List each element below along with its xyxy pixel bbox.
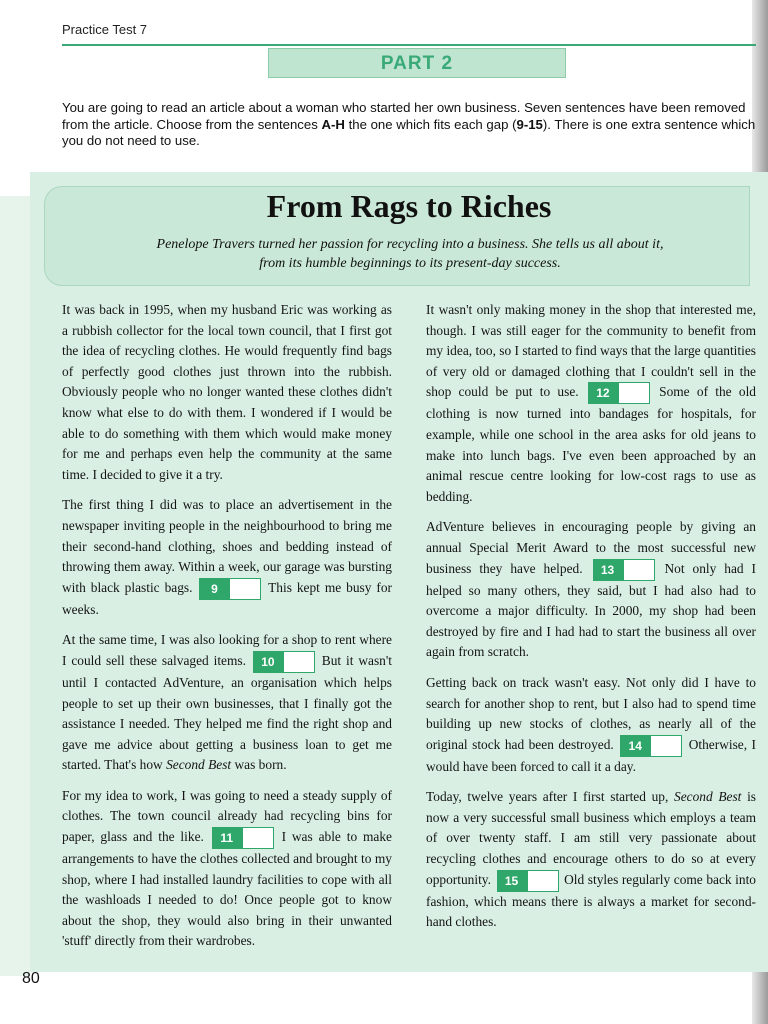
- gap-answer-box[interactable]: [242, 827, 274, 849]
- paragraph-text: Otherwise, I would have been forced to call it a day.: [426, 736, 756, 774]
- gap-number: 11: [212, 827, 242, 849]
- gap-answer-box[interactable]: [527, 870, 559, 892]
- paragraph-text: is now a very successful small business which employs a team of over twenty staff. I am still very passionate about recycling clothes and encourage others to do so at every opportunity.: [426, 789, 757, 887]
- gap-11[interactable]: [212, 827, 274, 849]
- paragraph-text: Not only had I helped so many others, they said, but I had also had to overcome a major difficulty. In 2000, my shop had been destroyed by fire and I had had to start the business all over again from scratch.: [426, 560, 756, 660]
- gap-answer-box[interactable]: [623, 559, 655, 581]
- page-number: 80: [22, 970, 40, 987]
- gap-number: 13: [593, 559, 623, 581]
- article-column-left: [62, 300, 392, 962]
- instructions-text: You are going to read an article about a woman who started her own business. Seven sentences have been removed from the article. Choose from the sentences: [62, 100, 746, 132]
- gap-answer-box[interactable]: [229, 578, 261, 600]
- paragraph-text: Today, twelve years after I first started up,: [426, 789, 675, 805]
- instructions-text: the one which fits each gap (: [344, 116, 517, 132]
- gap-12[interactable]: [588, 382, 650, 404]
- gap-number: 10: [253, 651, 283, 673]
- article-column-right: [426, 300, 756, 943]
- paragraph-text: The first thing I did was to place an advertisement in the newspaper inviting people in the neighbourhood to bring me their second-hand clothing, shoes and bedding instead of throwing them away. Within a week, our garage was bursting with black plastic bags.: [62, 497, 392, 595]
- part-banner: PART 2: [268, 48, 566, 78]
- paragraph-1: It was back in 1995, when my husband Eric was working as a rubbish collector for the local town council, that I first got the idea of recycling clothes. He would frequently find bags of perfectly good clothes just thrown into the rubbish. Obviously people who no longer wanted these clothes didn't know what else to do with them. I wondered if I would be able to do something with them which would make money for me and perhaps even help the community at the same time. I decided to give it a try.: [62, 302, 392, 482]
- gap-9[interactable]: [199, 578, 261, 600]
- article-subtitle: [110, 235, 710, 273]
- paragraph-5: [426, 300, 756, 507]
- paragraph-7: [426, 673, 756, 777]
- gap-answer-box[interactable]: [618, 382, 650, 404]
- gap-number: 9: [199, 578, 229, 600]
- paragraph-text: But it wasn't until I contacted AdVenture, an organisation which helps people to set up their own businesses, that I finally got the assistance I needed. They helped me find the right shop and gave me advice about getting a business loan to get me started. That's how: [62, 652, 392, 773]
- article-title: From Rags to Riches: [266, 188, 552, 224]
- paragraph-2: [62, 495, 392, 620]
- paragraph-6: [426, 517, 756, 663]
- paragraph-text: I was able to make arrangements to have the clothes collected and brought to my shop, where I had installed laundry facilities to cope with all the washloads I needed to do! Once people got to know about the shop, they would also bring in their unwanted 'stuff' directly from their wardrobes.: [62, 829, 392, 949]
- paragraph-text: Old styles regularly come back into fashion, which means there is always a market for second-hand clothes.: [426, 871, 756, 930]
- gap-number: 12: [588, 382, 618, 404]
- gap-answer-box[interactable]: [650, 735, 682, 757]
- gap-14[interactable]: [620, 735, 682, 757]
- subtitle-line: from its humble beginnings to its present-day success.: [259, 256, 561, 271]
- subtitle-line: Penelope Travers turned her passion for recycling into a business. She tells us all about it,: [156, 237, 664, 252]
- paragraph-8: [426, 787, 756, 933]
- mint-side-strip: [0, 196, 30, 976]
- paragraph-text: For my idea to work, I was going to need a steady supply of clothes. The town council already had recycling bins for paper, glass and the like.: [62, 787, 392, 845]
- gap-15[interactable]: [497, 870, 559, 892]
- paragraph-text: It wasn't only making money in the shop that interested me, though. I was still eager for the community to benefit from my idea, too, so I started to find ways that the large quantities of very old or damaged clothing that I couldn't sell in the shop could be put to use.: [426, 302, 756, 400]
- gap-number: 15: [497, 870, 527, 892]
- paragraph-text: Getting back on track wasn't easy. Not only did I have to search for another shop to rent, but I also had to spend time building up new stocks of clothes, as nearly all of the original stock had been destroyed.: [426, 674, 756, 752]
- paragraph-text: was born.: [231, 757, 287, 773]
- shop-name: Second Best: [674, 789, 742, 805]
- gap-10[interactable]: [253, 651, 315, 673]
- paragraph-text: Some of the old clothing is now turned into bandages for hospitals, for example, while one school in the area asks for old jeans to make into lunch bags. I've even been approached by an animal rescue centre looking for low-cost rags to use as bedding.: [426, 384, 756, 504]
- gap-13[interactable]: [593, 559, 655, 581]
- gap-number: 14: [620, 735, 650, 757]
- instructions-bold-range: A-H: [321, 116, 345, 132]
- test-label: Practice Test 7: [62, 22, 148, 37]
- shop-name: Second Best: [166, 757, 232, 773]
- gap-answer-box[interactable]: [283, 651, 315, 673]
- instructions: [62, 100, 756, 150]
- header-rule: [62, 44, 756, 46]
- paragraph-text: AdVenture believes in encouraging people by giving an annual Special Merit Award to the most successful new business they have helped.: [426, 519, 756, 576]
- paragraph-text: This kept me busy for weeks.: [62, 579, 392, 617]
- paragraph-4: [62, 786, 392, 952]
- paragraph-text: At the same time, I was also looking for a shop to rent where I could sell these salvaged items.: [62, 632, 392, 668]
- instructions-bold-gaps: 9-15: [516, 116, 543, 132]
- paragraph-3: [62, 630, 392, 776]
- instructions-text: ). There is one extra sentence which you do not need to use.: [62, 116, 756, 148]
